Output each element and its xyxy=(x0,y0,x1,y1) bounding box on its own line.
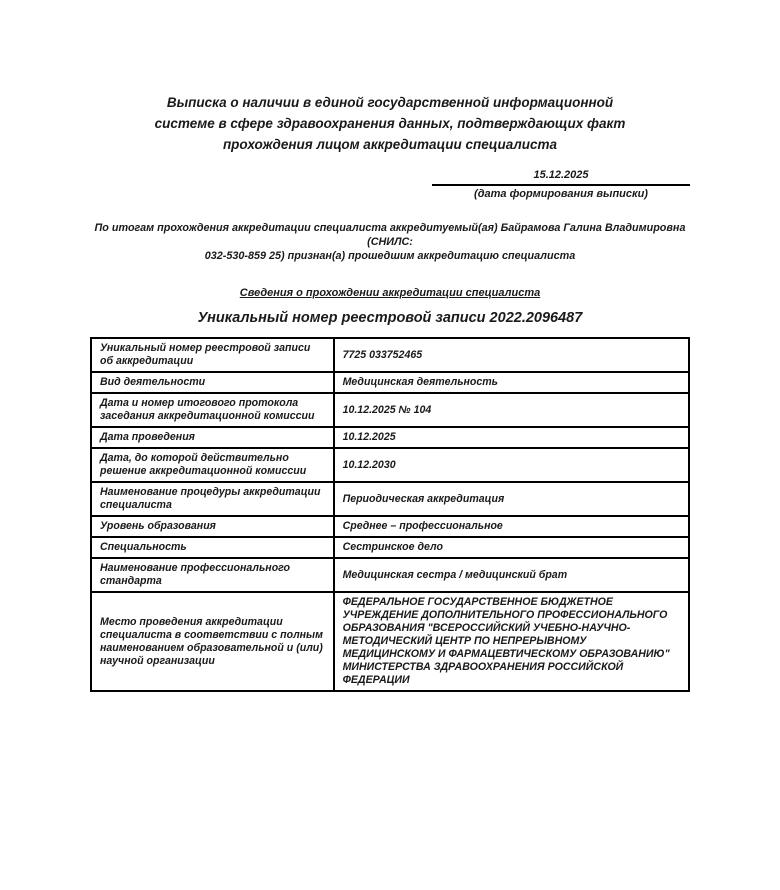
field-label: Дата проведения xyxy=(91,427,334,448)
field-label: Вид деятельности xyxy=(91,372,334,393)
title-line: прохождения лицом аккредитации специалиста xyxy=(222,137,558,152)
table-row xyxy=(91,448,689,482)
document-content xyxy=(90,0,690,692)
field-value: Среднее – профессиональное xyxy=(334,516,689,537)
title-line: Выписка о наличии в единой государственной информационной xyxy=(166,95,614,110)
table-row xyxy=(91,482,689,516)
intro-line: По итогам прохождения аккредитации специалиста аккредитуемый(ая) Байрамова Галина Владимировна (СНИЛС: xyxy=(94,222,686,248)
registry-number-line: Уникальный номер реестровой записи 2022.2096487 xyxy=(197,310,583,326)
field-value: Медицинская сестра / медицинский брат xyxy=(334,558,689,592)
document-title xyxy=(90,92,690,155)
table-row xyxy=(91,372,689,393)
field-label: Специальность xyxy=(91,537,334,558)
field-value: 10.12.2030 xyxy=(334,448,689,482)
field-value: 7725 033752465 xyxy=(334,338,689,372)
table-row xyxy=(91,516,689,537)
field-label: Уровень образования xyxy=(91,516,334,537)
field-label: Дата, до которой действительно решение аккредитационной комиссии xyxy=(91,448,334,482)
intro-paragraph xyxy=(90,221,690,263)
table-row xyxy=(91,558,689,592)
intro-line: 032-530-859 25) признан(а) прошедшим аккредитацию специалиста xyxy=(204,250,576,262)
accreditation-table xyxy=(90,337,690,692)
table-row xyxy=(91,393,689,427)
field-value: 10.12.2025 xyxy=(334,427,689,448)
table-row xyxy=(91,537,689,558)
field-label: Наименование процедуры аккредитации специалиста xyxy=(91,482,334,516)
field-label: Место проведения аккредитации специалиста в соответствии с полным наименованием образовательной и (или) научной организации xyxy=(91,592,334,691)
field-label: Наименование профессионального стандарта xyxy=(91,558,334,592)
issue-date-value: 15.12.2025 xyxy=(432,169,690,186)
field-value: 10.12.2025 № 104 xyxy=(334,393,689,427)
table-row xyxy=(91,338,689,372)
title-line: системе в сфере здравоохранения данных, подтверждающих факт xyxy=(154,116,626,131)
section-heading: Сведения о прохождении аккредитации специалиста xyxy=(239,287,541,299)
field-value: ФЕДЕРАЛЬНОЕ ГОСУДАРСТВЕННОЕ БЮДЖЕТНОЕ УЧРЕЖДЕНИЕ ДОПОЛНИТЕЛЬНОГО ПРОФЕССИОНАЛЬНОГО ОБРАЗОВАНИЯ "ВСЕРОССИЙСКИЙ УЧЕБНО-НАУЧНО-МЕТОДИЧЕСКИЙ ЦЕНТР ПО НЕПРЕРЫВНОМУ МЕДИЦИНСКОМУ И ФАРМАЦЕВТИЧЕСКОМУ ОБРАЗОВАНИЮ" МИНИСТЕРСТВА ЗДРАВООХРАНЕНИЯ РОССИЙСКОЙ ФЕДЕРАЦИИ xyxy=(334,592,689,691)
table-row xyxy=(91,427,689,448)
field-label: Дата и номер итогового протокола заседания аккредитационной комиссии xyxy=(91,393,334,427)
field-value: Сестринское дело xyxy=(334,537,689,558)
field-label: Уникальный номер реестровой записи об аккредитации xyxy=(91,338,334,372)
table-row xyxy=(91,592,689,691)
issue-date-caption: (дата формирования выписки) xyxy=(474,188,648,200)
field-value: Медицинская деятельность xyxy=(334,372,689,393)
issue-date-block xyxy=(432,169,690,201)
field-value: Периодическая аккредитация xyxy=(334,482,689,516)
